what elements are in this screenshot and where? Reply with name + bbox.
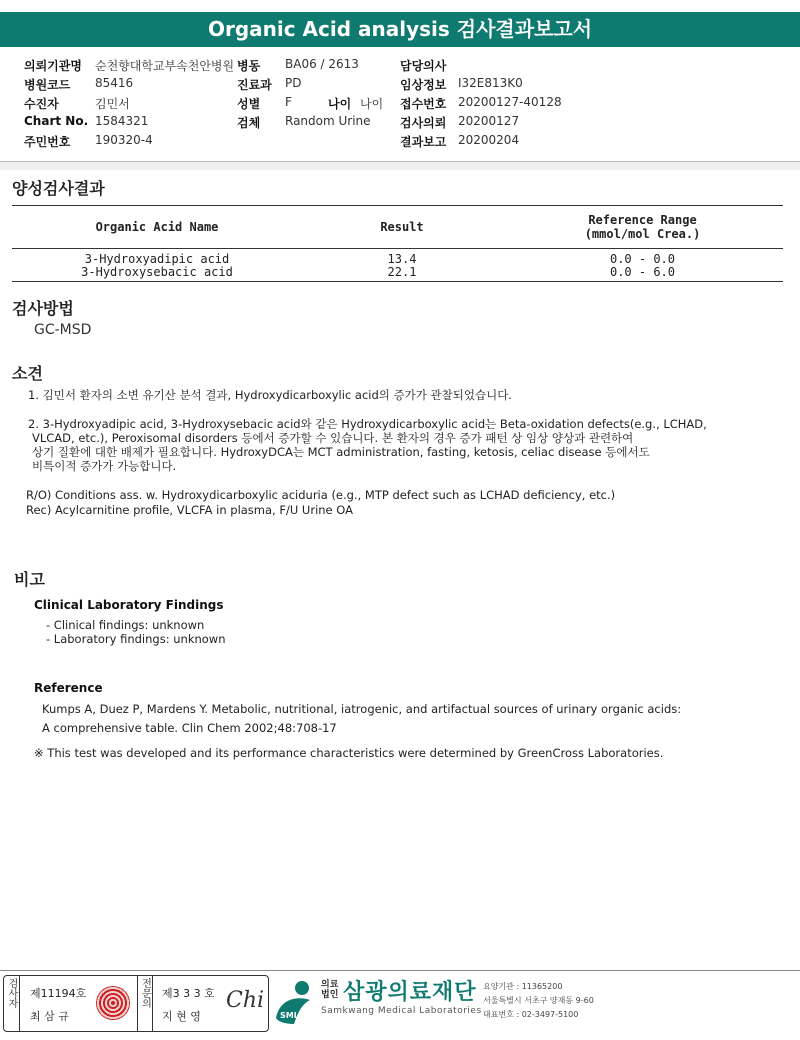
findings-heading: 소견 bbox=[12, 364, 43, 383]
department: PD bbox=[285, 76, 302, 90]
request-date: 20200127 bbox=[458, 114, 520, 128]
col-reference bbox=[502, 206, 783, 249]
acid-name: 3-Hydroxysebacic acid bbox=[12, 266, 302, 282]
clinical-info: I32E813K0 bbox=[458, 76, 523, 90]
examiner-seal bbox=[96, 986, 130, 1020]
finding-1: 1. 김민서 환자의 소변 유기산 분석 결과, Hydroxydicarboxylic acid의 증가가 관찰되었습니다. bbox=[28, 388, 512, 402]
disclaimer-note: ※ This test was developed and its performance characteristics were determined by GreenCross Laboratories. bbox=[34, 746, 664, 760]
finding-2-line2: VLCAD, etc.), Peroxisomal disorders 등에서 증가할 수 있습니다. 본 환자의 경우 증가 패턴 상 임상 양상과 관련하여 bbox=[32, 431, 634, 445]
sex-label: 성별 bbox=[237, 97, 261, 111]
age: 나이 bbox=[360, 97, 384, 111]
patient-info bbox=[0, 54, 800, 161]
accession: 20200127-40128 bbox=[458, 95, 562, 109]
examiner-license: 제11194호 bbox=[30, 987, 87, 1000]
table-row bbox=[12, 266, 783, 282]
institution-code: 요양기관 : 11365200 bbox=[483, 982, 563, 991]
results-header-row bbox=[12, 206, 783, 249]
col-reference-line2: (mmol/mol Crea.) bbox=[584, 227, 701, 241]
results-table bbox=[12, 205, 783, 282]
phone-number: 대표번호 : 02-3497-5100 bbox=[483, 1010, 579, 1019]
department-label: 진료과 bbox=[237, 78, 272, 92]
doctor-label: 담당의사 bbox=[400, 59, 447, 73]
table-row bbox=[12, 249, 783, 267]
hospital-code: 85416 bbox=[95, 76, 134, 90]
signature-box bbox=[3, 975, 269, 1032]
examinee-label: 수진자 bbox=[24, 97, 59, 111]
chart-label: Chart No. bbox=[24, 114, 89, 128]
col-reference-line1: Reference Range bbox=[588, 213, 697, 227]
col-name: Organic Acid Name bbox=[12, 206, 302, 249]
requesting-institution: 순천향대학교부속천안병원 bbox=[95, 59, 235, 73]
sex: F bbox=[285, 95, 292, 109]
acid-reference: 0.0 - 0.0 bbox=[609, 252, 676, 266]
acid-result: 13.4 bbox=[387, 252, 417, 266]
specialist-name: 지 현 영 bbox=[162, 1010, 201, 1023]
report-date-label: 결과보고 bbox=[400, 135, 447, 149]
specialist-license: 제3 3 3 호 bbox=[162, 987, 215, 1000]
specimen-label: 검체 bbox=[237, 116, 261, 130]
specialist-label-text: 전문의 bbox=[139, 978, 151, 1008]
finding-2-line1: 2. 3-Hydroxyadipic acid, 3-Hydroxysebacic acid와 같은 Hydroxydicarboxylic acid는 Beta-oxidation defects(e.g., LCHAD, bbox=[28, 417, 707, 431]
ward-label: 병동 bbox=[237, 59, 261, 73]
method-heading: 검사방법 bbox=[12, 299, 74, 318]
hospital-code-label: 병원코드 bbox=[24, 78, 71, 92]
org-name: 삼광의료재단 bbox=[343, 980, 477, 1005]
rule-out: R/O) Conditions ass. w. Hydroxydicarboxylic aciduria (e.g., MTP defect such as LCHAD deficiency, etc.) bbox=[26, 488, 616, 502]
positive-results-heading: 양성검사결과 bbox=[12, 179, 105, 198]
method-value: GC-MSD bbox=[34, 322, 92, 338]
sml-logo-icon bbox=[272, 978, 316, 1026]
address: 서울특별시 서초구 양재동 9-60 bbox=[483, 996, 594, 1005]
recommendation: Rec) Acylcarnitine profile, VLCFA in plasma, F/U Urine OA bbox=[26, 503, 353, 517]
finding-2-line3: 상기 질환에 대한 배제가 필요합니다. HydroxyDCA는 MCT administration, fasting, ketosis, celiac disease 등에서도 bbox=[32, 445, 650, 459]
acid-name: 3-Hydroxyadipic acid bbox=[84, 252, 230, 266]
org-english-name: Samkwang Medical Laboratories bbox=[321, 1006, 482, 1016]
reference-line2: A comprehensive table. Clin Chem 2002;48:708-17 bbox=[42, 721, 337, 735]
clinical-findings-1: - Clinical findings: unknown bbox=[46, 618, 205, 632]
report-date: 20200204 bbox=[458, 133, 520, 147]
report-title: Organic Acid analysis 검사결과보고서 bbox=[0, 12, 800, 47]
id-number: 190320-4 bbox=[95, 133, 153, 147]
examinee: 김민서 bbox=[95, 97, 130, 111]
accession-label: 접수번호 bbox=[400, 97, 447, 111]
specialist-label bbox=[137, 976, 153, 1031]
reference-heading: Reference bbox=[34, 681, 103, 695]
examiner-label bbox=[4, 976, 20, 1031]
footer-divider bbox=[0, 970, 800, 971]
requesting-institution-label: 의뢰기관명 bbox=[24, 59, 82, 73]
ward: BA06 / 2613 bbox=[285, 57, 359, 71]
acid-result: 22.1 bbox=[302, 266, 502, 282]
logo-text: SML bbox=[280, 1011, 299, 1020]
col-result: Result bbox=[302, 206, 502, 249]
finding-2-line4: 비특이적 증가가 가능합니다. bbox=[32, 459, 177, 473]
acid-reference: 0.0 - 6.0 bbox=[502, 266, 783, 282]
request-date-label: 검사의뢰 bbox=[400, 116, 447, 130]
org-prefix: 의료법인 bbox=[321, 980, 339, 1000]
clinical-findings-2: - Laboratory findings: unknown bbox=[46, 632, 226, 646]
age-label: 나이 bbox=[328, 97, 352, 111]
examiner-label-text: 검사자 bbox=[6, 978, 17, 1008]
examiner-name: 최 삼 규 bbox=[30, 1010, 69, 1023]
remarks-heading: 비고 bbox=[14, 570, 45, 589]
divider-band bbox=[0, 162, 800, 170]
specimen: Random Urine bbox=[285, 114, 371, 128]
id-label: 주민번호 bbox=[24, 135, 71, 149]
clinical-findings-heading: Clinical Laboratory Findings bbox=[34, 598, 224, 612]
chart-number: 1584321 bbox=[95, 114, 149, 128]
specialist-signature: Chi bbox=[226, 988, 265, 1013]
clinical-info-label: 임상정보 bbox=[400, 78, 447, 92]
reference-line1: Kumps A, Duez P, Mardens Y. Metabolic, nutritional, iatrogenic, and artifactual sources of urinary organic acids: bbox=[42, 702, 682, 716]
logo-dot bbox=[295, 981, 309, 995]
